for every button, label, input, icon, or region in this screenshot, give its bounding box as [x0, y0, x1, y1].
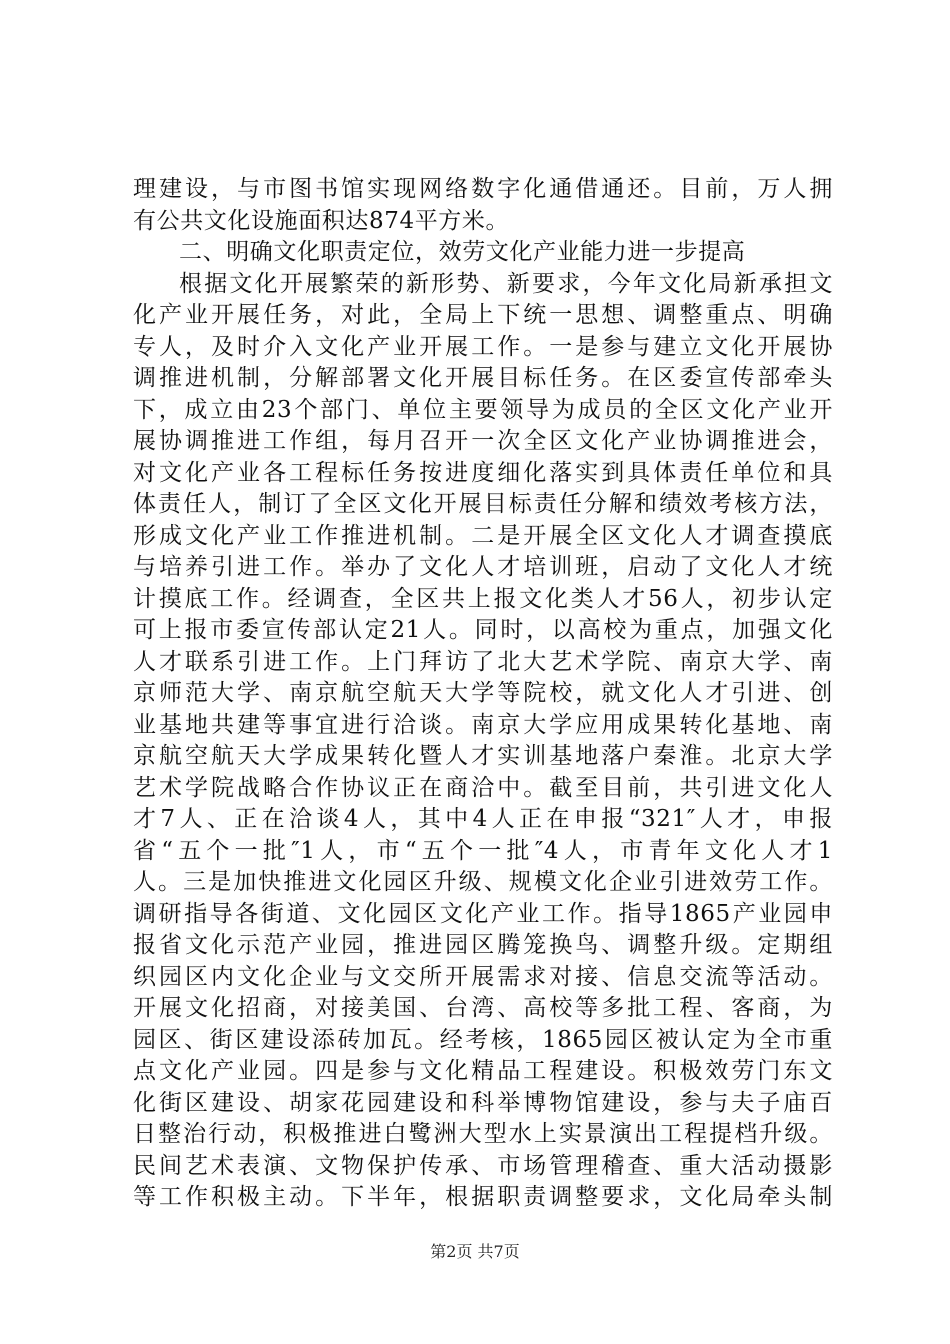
text-line: 省“五个一批″1人，市“五个一批″4人，市青年文化人才1	[133, 837, 833, 864]
text-line: 京航空航天大学成果转化暨人才实训基地落户秦淮。北京大学	[133, 743, 833, 769]
text-line: 展协调推进工作组，每月召开一次全区文化产业协调推进会，	[133, 428, 833, 454]
text-line: 京师范大学、南京航空航天大学等院校，就文化人才引进、创	[133, 680, 833, 706]
text-line: 化产业开展任务，对此，全局上下统一思想、调整重点、明确	[133, 302, 833, 328]
text-line: 专人，及时介入文化产业开展工作。一是参与建立文化开展协	[133, 333, 833, 360]
text-line: 体责任人，制订了全区文化开展目标责任分解和绩效考核方法，	[133, 491, 833, 517]
text-line: 点文化产业园。四是参与文化精品工程建设。积极效劳门东文	[133, 1058, 833, 1084]
text-line: 报省文化示范产业园，推进园区腾笼换鸟、调整升级。定期组	[133, 932, 833, 958]
text-line: 对文化产业各工程标任务按进度细化落实到具体责任单位和具	[133, 459, 833, 486]
text-line: 才7人、正在洽谈4人，其中4人正在申报“321″人才，申报	[133, 806, 833, 832]
text-line: 计摸底工作。经调查，全区共上报文化类人才56人，初步认定	[133, 585, 833, 612]
text-line: 可上报市委宣传部认定21人。同时，以高校为重点，加强文化	[133, 617, 833, 643]
text-line: 织园区内文化企业与文交所开展需求对接、信息交流等活动。	[133, 963, 833, 990]
section-heading: 二、明确文化职责定位，效劳文化产业能力进一步提高	[179, 239, 746, 265]
text-line: 下，成立由23个部门、单位主要领导为成员的全区文化产业开	[133, 396, 833, 423]
text-line: 理建设，与市图书馆实现网络数字化通借通还。目前，万人拥	[133, 176, 833, 202]
page-indicator: 第2页 共7页	[430, 1242, 520, 1261]
text-line: 人才联系引进工作。上门拜访了北大艺术学院、南京大学、南	[133, 648, 833, 675]
text-line: 化街区建设、胡家花园建设和科举博物馆建设，参与夫子庙百	[133, 1089, 833, 1116]
text-line: 日整治行动，积极推进白鹭洲大型水上实景演出工程提档升级。	[133, 1121, 833, 1147]
body-text	[133, 174, 833, 1214]
text-line: 业基地共建等事宜进行洽谈。南京大学应用成果转化基地、南	[133, 711, 833, 738]
text-line: 民间艺术表演、文物保护传承、市场管理稽查、重大活动摄影	[133, 1152, 833, 1179]
text-line: 调推进机制，分解部署文化开展目标任务。在区委宣传部牵头	[133, 365, 833, 391]
text-line: 开展文化招商，对接美国、台湾、高校等多批工程、客商，为	[133, 995, 833, 1021]
text-line: 艺术学院战略合作协议正在商洽中。截至目前，共引进文化人	[133, 774, 833, 801]
page-footer	[0, 1242, 950, 1262]
text-line: 根据文化开展繁荣的新形势、新要求，今年文化局新承担文	[179, 270, 833, 297]
text-line: 有公共文化设施面积达874平方米。	[133, 207, 510, 234]
text-line: 形成文化产业工作推进机制。二是开展全区文化人才调查摸底	[133, 522, 833, 549]
text-line: 园区、街区建设添砖加瓦。经考核，1865园区被认定为全市重	[133, 1026, 833, 1053]
text-line: 等工作积极主动。下半年，根据职责调整要求，文化局牵头制	[133, 1184, 833, 1210]
text-line: 调研指导各街道、文化园区文化产业工作。指导1865产业园申	[133, 900, 833, 927]
text-line: 人。三是加快推进文化园区升级、规模文化企业引进效劳工作。	[133, 869, 833, 895]
text-line: 与培养引进工作。举办了文化人才培训班，启动了文化人才统	[133, 554, 833, 580]
